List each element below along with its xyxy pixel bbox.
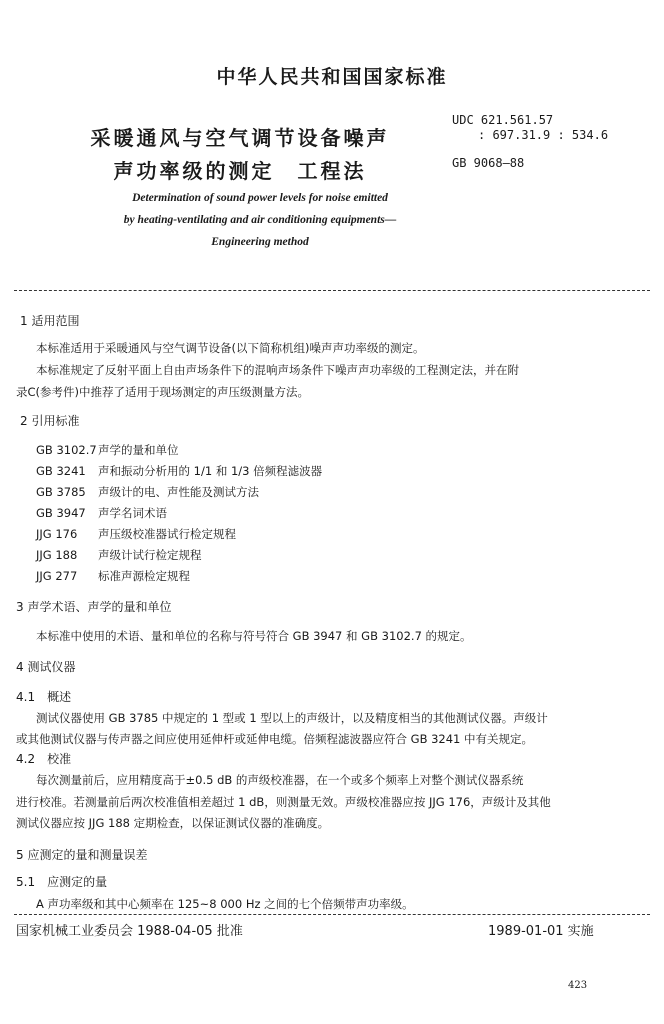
- reference-title: 声学名词术语: [98, 506, 167, 520]
- reference-code: JJG 277: [36, 569, 78, 583]
- document-title-line2: 声功率级的测定 工程法: [113, 159, 367, 183]
- approval-line: 国家机械工业委员会 1988-04-05 批准: [16, 924, 243, 939]
- section-4-1-paragraph-a: 测试仪器使用 GB 3785 中规定的 1 型或 1 型以上的声级计，以及精度相当的其他测试仪器。声级计: [36, 711, 548, 725]
- udc-code-continued: : 697.31.9 : 534.6: [478, 128, 609, 142]
- section-1-paragraph-2a: 本标准规定了反射平面上自由声场条件下的混响声场条件下噪声声功率级的工程测定法，并在附: [36, 363, 519, 377]
- reference-item: [36, 442, 179, 458]
- reference-title: 声和振动分析用的 1/1 和 1/3 倍频程滤波器: [98, 464, 323, 478]
- section-5-1-heading: 5.1 应测定的量: [16, 875, 108, 889]
- section-5-1-paragraph: A 声功率级和其中心频率在 125~8 000 Hz 之间的七个倍频带声功率级。: [36, 897, 414, 911]
- udc-code: UDC 621.561.57: [452, 113, 554, 127]
- reference-item: [36, 505, 167, 521]
- reference-item: [36, 526, 236, 542]
- footer-divider: [14, 914, 650, 915]
- reference-title: 声学的量和单位: [98, 443, 179, 457]
- reference-item: [36, 568, 190, 584]
- gb-code: GB 9068—88: [452, 156, 525, 170]
- document-title-line1: 采暖通风与空气调节设备噪声: [90, 126, 390, 150]
- section-1-heading: 1 适用范围: [20, 314, 80, 328]
- reference-item: [36, 484, 259, 500]
- section-4-heading: 4 测试仪器: [16, 660, 76, 674]
- section-3-heading: 3 声学术语、声学的量和单位: [16, 600, 172, 614]
- english-title-line1: Determination of sound power levels for noise emitted: [132, 192, 388, 204]
- reference-code: GB 3102.7: [36, 443, 97, 457]
- reference-title: 声压级校准器试行检定规程: [98, 527, 236, 541]
- reference-title: 声级计试行检定规程: [98, 548, 202, 562]
- section-5-heading: 5 应测定的量和测量误差: [16, 848, 148, 862]
- section-4-2-paragraph-b: 进行校准。若测量前后两次校准值相差超过 1 dB，则测量无效。声级校准器应按 JJG 176，声级计及其他: [16, 795, 551, 809]
- english-title-line2: by heating-ventilating and air conditioning equipments—: [123, 214, 397, 226]
- header-divider: [14, 290, 650, 291]
- reference-title: 标准声源检定规程: [98, 569, 190, 583]
- reference-code: GB 3947: [36, 506, 86, 520]
- reference-code: JJG 188: [36, 548, 78, 562]
- page-number: 423: [568, 980, 588, 991]
- section-4-2-paragraph-c: 测试仪器应按 JJG 188 定期检查，以保证测试仪器的准确度。: [16, 816, 330, 830]
- reference-code: GB 3785: [36, 485, 86, 499]
- section-3-paragraph: 本标准中使用的术语、量和单位的名称与符号符合 GB 3947 和 GB 3102.7 的规定。: [36, 629, 472, 643]
- reference-code: GB 3241: [36, 464, 86, 478]
- standard-org-title: 中华人民共和国国家标准: [216, 66, 448, 88]
- effective-date: 1989-01-01 实施: [488, 924, 594, 939]
- section-4-1-paragraph-b: 或其他测试仪器与传声器之间应使用延伸杆或延伸电缆。倍频程滤波器应符合 GB 3241 中有关规定。: [16, 732, 534, 746]
- reference-item: [36, 547, 202, 563]
- english-title-line3: Engineering method: [211, 236, 309, 248]
- section-1-paragraph-1: 本标准适用于采暖通风与空气调节设备(以下简称机组)噪声声功率级的测定。: [36, 341, 425, 355]
- reference-item: [36, 463, 322, 479]
- reference-title: 声级计的电、声性能及测试方法: [98, 485, 259, 499]
- section-1-paragraph-2b: 录C(参考件)中推荐了适用于现场测定的声压级测量方法。: [16, 385, 309, 399]
- reference-code: JJG 176: [36, 527, 78, 541]
- section-4-2-paragraph-a: 每次测量前后，应用精度高于±0.5 dB 的声级校准器，在一个或多个频率上对整个测试仪器系统: [36, 773, 524, 787]
- section-4-1-heading: 4.1 概述: [16, 690, 72, 704]
- section-2-heading: 2 引用标准: [20, 414, 80, 428]
- section-4-2-heading: 4.2 校准: [16, 752, 72, 766]
